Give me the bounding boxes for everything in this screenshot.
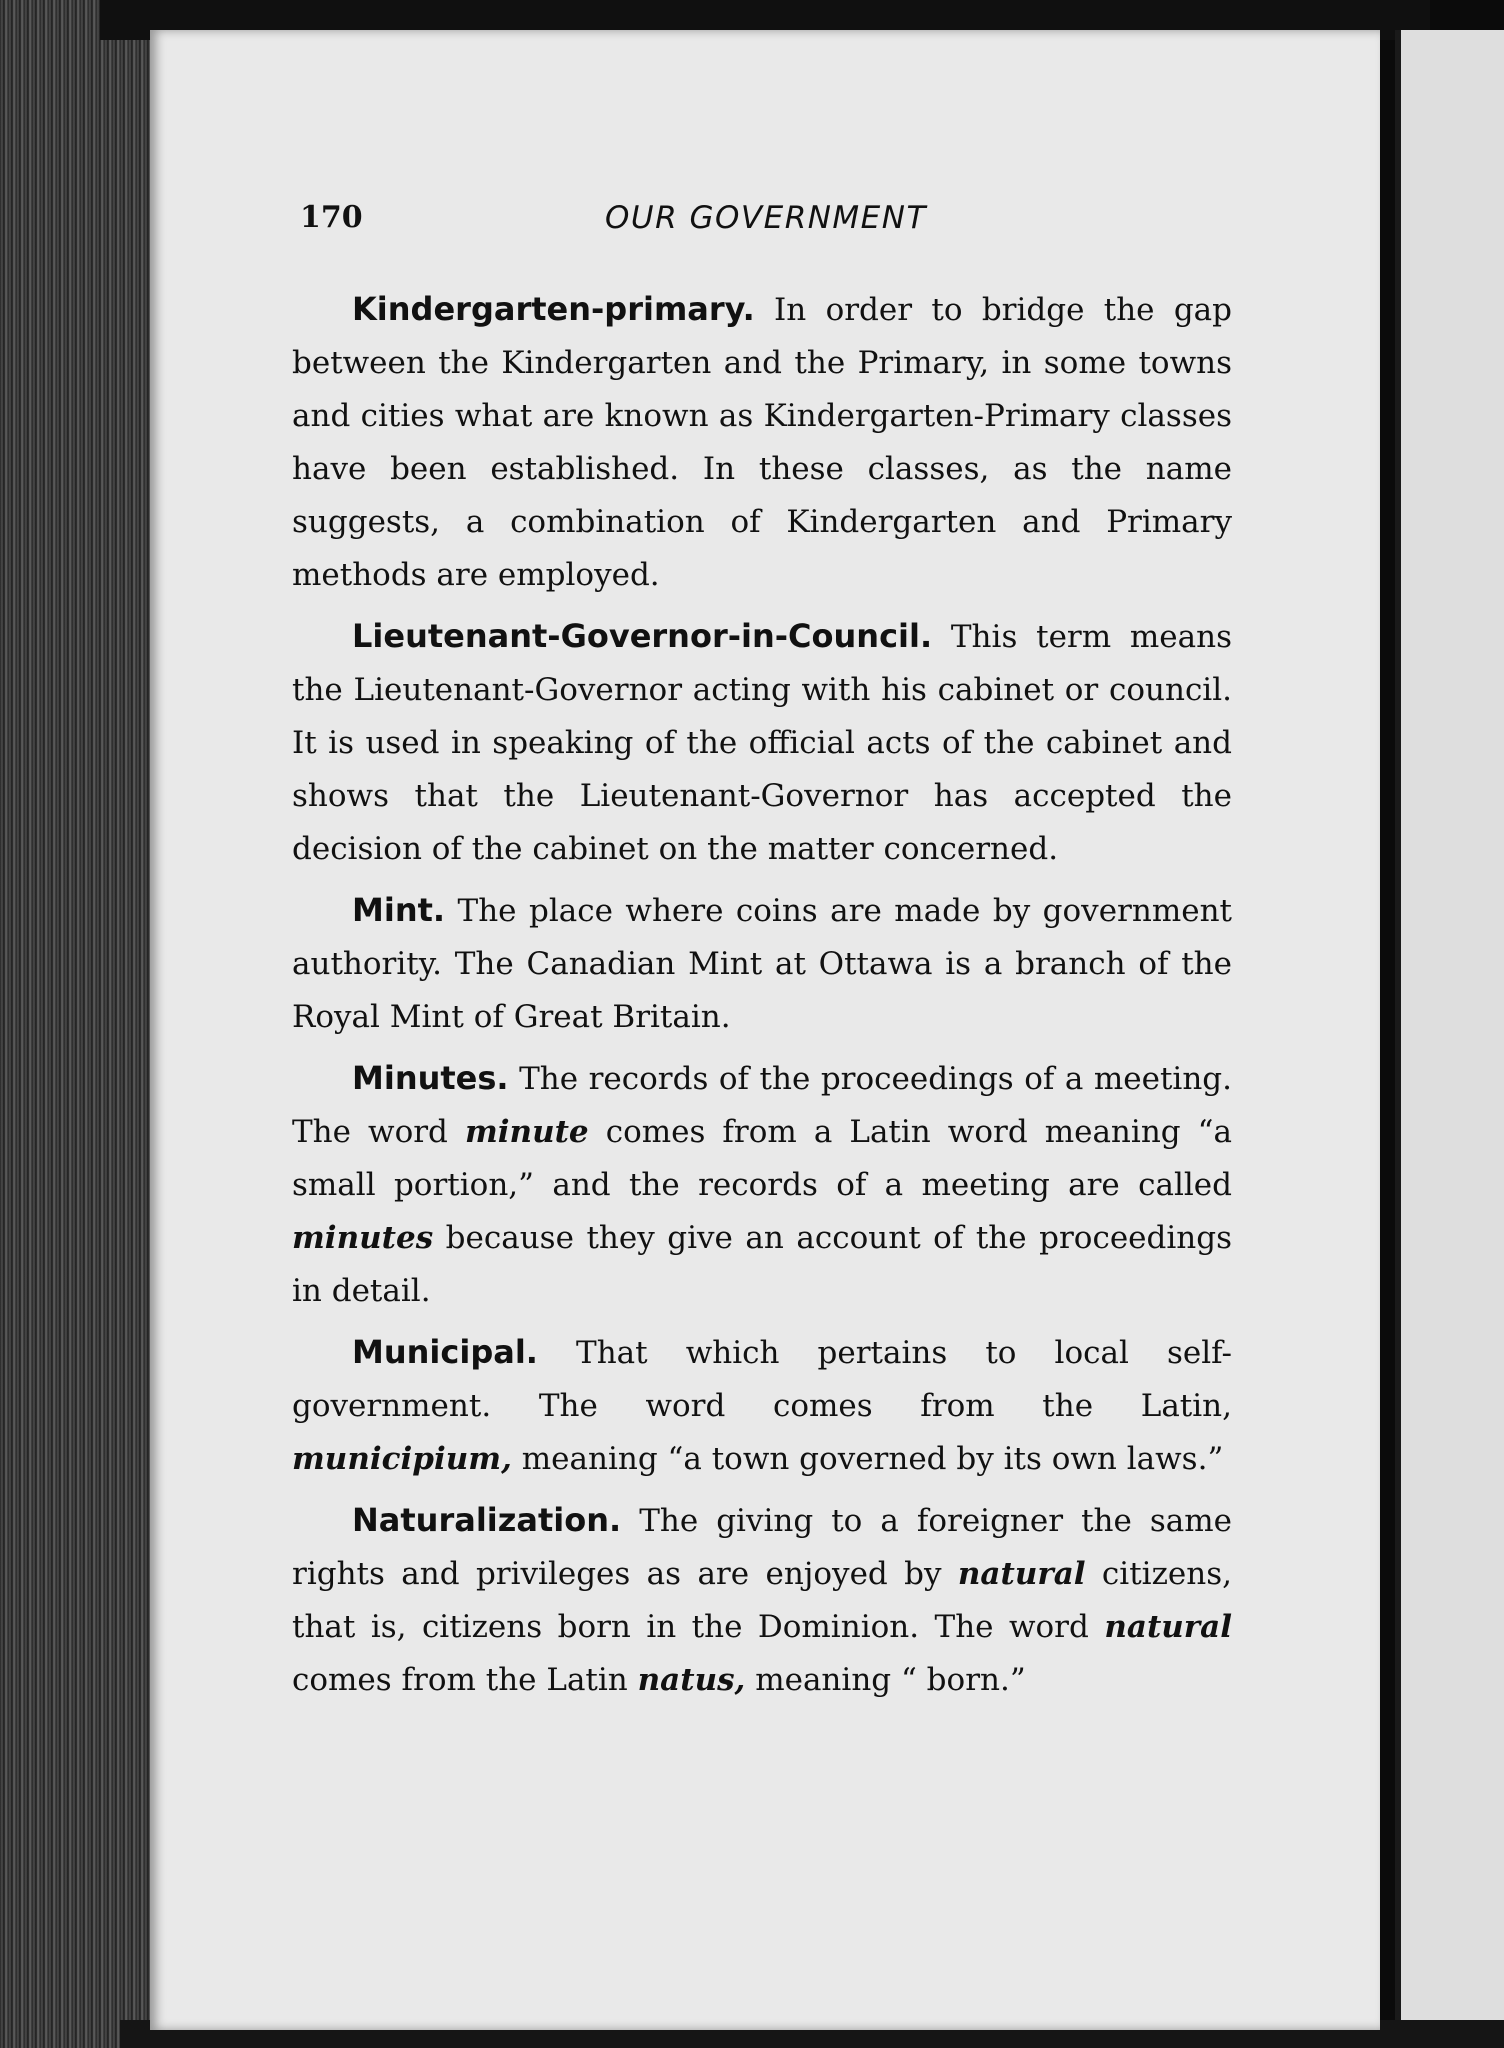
entry-text: That which pertains to local self-government. The word comes from the Latin, [292, 1335, 1232, 1424]
entry-text: citizens, that is, citizens born in the Dominion. The word [292, 1556, 1232, 1645]
book-page-edges [0, 0, 150, 2048]
entry-italic: natural [957, 1556, 1086, 1592]
entry-term: Municipal. [352, 1333, 538, 1371]
entry-text: This term means the Lieutenant-Governor acting with his cabinet or council. It is used in speaking of the official acts of the cabinet and shows that the Lieutenant-Governor has accepted the decision of the cabinet on the matter concerned. [292, 619, 1232, 867]
entry-italic: minute [464, 1114, 589, 1150]
glossary-entry-kindergarten-primary [292, 283, 1232, 602]
page-number: 170 [300, 200, 363, 235]
entry-italic: natural [1104, 1609, 1232, 1645]
entry-italic: municipium, [292, 1441, 512, 1477]
facing-page-edge [1395, 30, 1504, 2040]
entry-text: because they give an account of the proceedings in detail. [292, 1220, 1232, 1309]
glossary-entry-lieutenant-governor-in-council [292, 610, 1232, 876]
entry-text: comes from the Latin [292, 1662, 638, 1698]
entry-text: meaning “a town governed by its own laws.” [511, 1441, 1224, 1477]
entry-term: Lieutenant-Governor-in-Council. [352, 617, 933, 655]
glossary-entry-minutes [292, 1052, 1232, 1318]
glossary-entry-mint [292, 884, 1232, 1044]
glossary-content [292, 283, 1232, 1715]
page-header [300, 200, 1230, 250]
entry-text: comes from a Latin word meaning “a small portion,” and the records of a meeting are called [292, 1114, 1233, 1203]
entry-term: Naturalization. [352, 1501, 622, 1539]
entry-term: Minutes. [352, 1059, 509, 1097]
glossary-entry-naturalization [292, 1494, 1232, 1707]
glossary-entry-municipal [292, 1326, 1232, 1486]
entry-term: Kindergarten-primary. [352, 290, 755, 328]
entry-italic: minutes [292, 1220, 434, 1256]
running-title: OUR GOVERNMENT [605, 200, 927, 236]
entry-term: Mint. [352, 891, 446, 929]
entry-text: meaning “ born.” [745, 1662, 1026, 1698]
entry-text: The giving to a foreigner the same rights and privileges as are enjoyed by [292, 1503, 1232, 1592]
entry-italic: natus, [637, 1662, 746, 1698]
entry-text: The place where coins are made by government authority. The Canadian Mint at Ottawa is a branch of the Royal Mint of Great Britain. [292, 893, 1232, 1035]
entry-text: In order to bridge the gap between the Kindergarten and the Primary, in some towns and cities what are known as Kindergarten-Primary classes have been established. In these classes, as the name suggests, a combination of Kindergarten and Primary methods are employed. [292, 292, 1232, 593]
entry-text: The records of the proceedings of a meeting. The word [292, 1061, 1232, 1150]
